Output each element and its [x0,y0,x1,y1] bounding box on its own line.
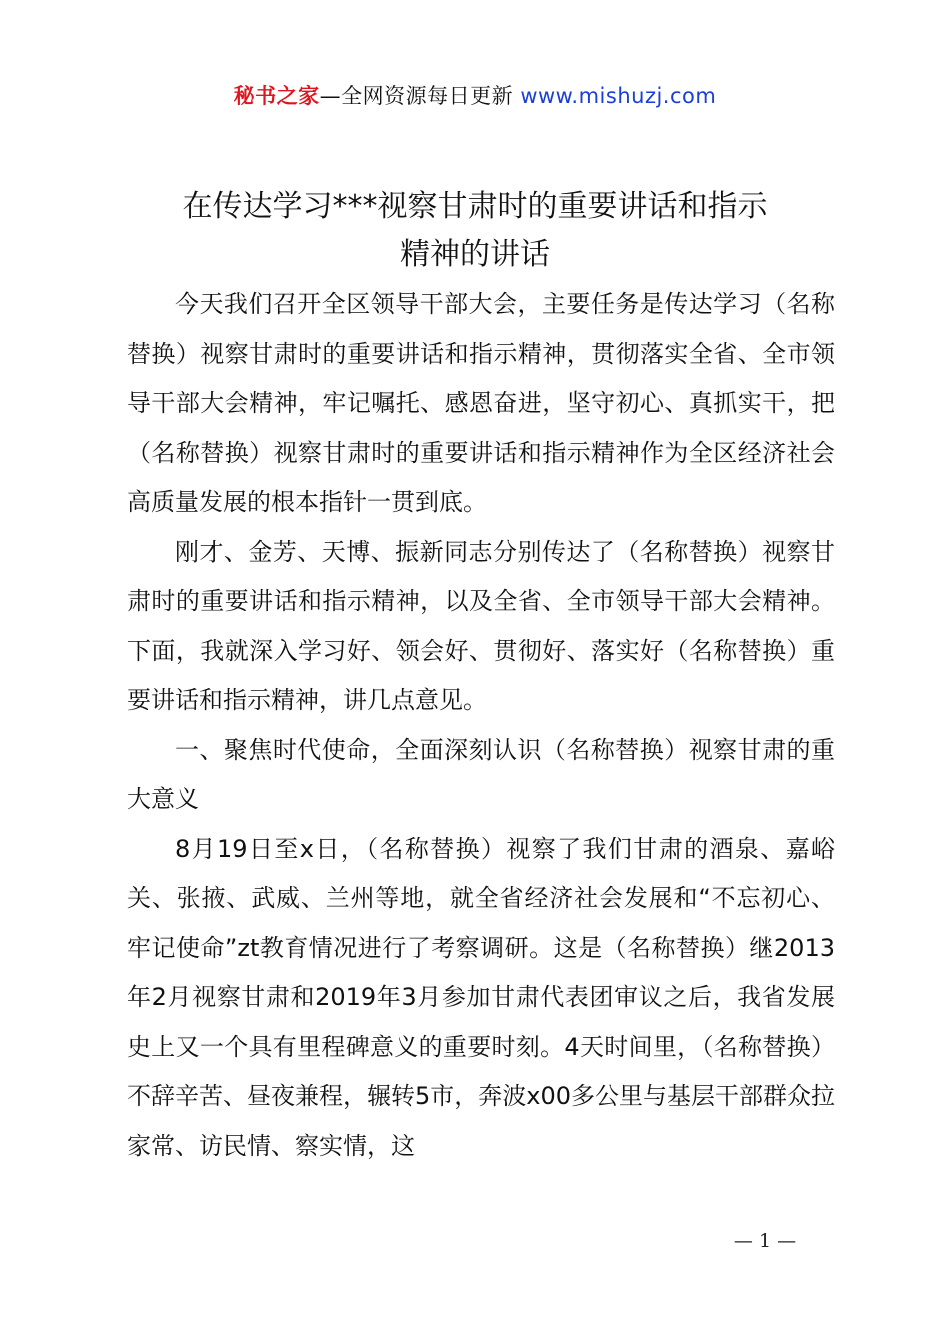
site-header [0,80,950,110]
paragraph-visit-summary: 8月19日至x日，（名称替换）视察了我们甘肃的酒泉、嘉峪关、张掖、武威、兰州等地，就全省经济社会发展和“不忘初心、牢记使命”zt教育情况进行了考察调研。这是（名称替换）继2013年2月视察甘肃和2019年3月参加甘肃代表团审议之后，我省发展史上又一个具有里程碑意义的重要时刻。4天时间里，（名称替换）不辞辛苦、昼夜兼程，辗转5市，奔波x00多公里与基层干部群众拉家常、访民情、察实情，这 [127,834,836,1160]
paragraph-intro: 今天我们召开全区领导干部大会，主要任务是传达学习（名称替换）视察甘肃时的重要讲话和指示精神，贯彻落实全省、全市领导干部大会精神，牢记嘱托、感恩奋进，坚守初心、真抓实干，把（名称替换）视察甘肃时的重要讲话和指示精神作为全区经济社会高质量发展的根本指针一贯到底。 [127,290,835,516]
header-url-link[interactable]: www.mishuzj.com [520,84,717,108]
title-line-2: 精神的讲话 [400,237,550,272]
brand-name: 秘书之家 [233,84,320,108]
page-number: — 1 — [733,1230,797,1252]
document-title [110,183,840,279]
title-line-1: 在传达学习***视察甘肃时的重要讲话和指示 [182,189,768,224]
document-body [127,280,835,1171]
section-heading-1: 一、聚焦时代使命，全面深刻认识（名称替换）视察甘肃的重大意义 [127,735,835,813]
header-tagline: —全网资源每日更新 [319,84,521,108]
paragraph-transition: 刚才、金芳、天博、振新同志分别传达了（名称替换）视察甘肃时的重要讲话和指示精神，以及全省、全市领导干部大会精神。下面，我就深入学习好、领会好、贯彻好、落实好（名称替换）重要讲话和指示精神，讲几点意见。 [127,537,835,714]
